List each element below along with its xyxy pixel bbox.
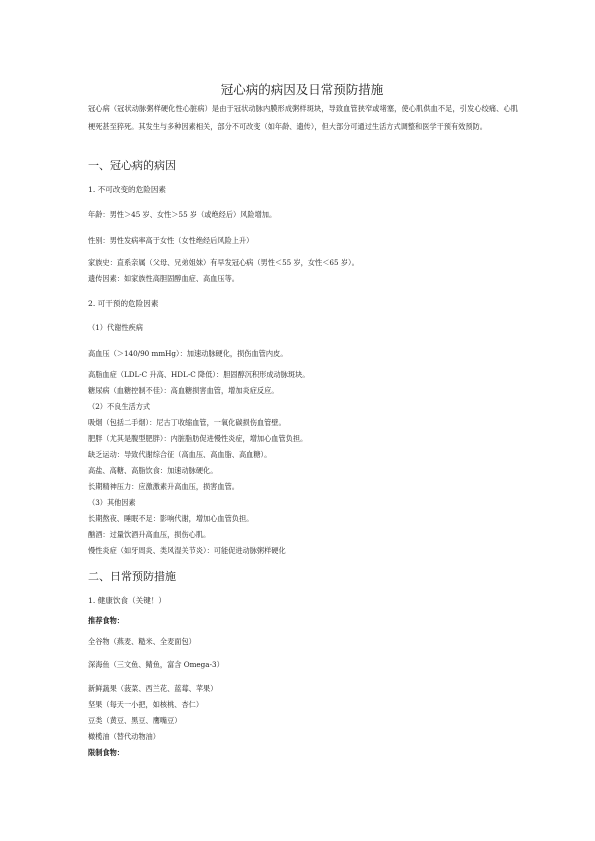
subheading-unchangeable-factors: 1. 不可改变的危险因素 <box>88 185 167 194</box>
group-metabolic-diseases: （1）代谢性疾病 <box>88 323 143 332</box>
factor-alcohol: 酗酒：过量饮酒升高血压，损伤心肌。 <box>88 530 211 539</box>
intro-paragraph: 冠心病（冠状动脉粥样硬化性心脏病）是由于冠状动脉内膜形成粥样斑块，导致血管狭窄或堵塞，使心肌供血不足，引发心绞痛、心肌梗死甚至猝死。其发生与多种因素相关，部分不可改变（如年龄、遗传），但大部分可通过生活方式调整和医学干预有效预防。 <box>88 104 518 131</box>
section-heading-prevention: 二、日常预防措施 <box>88 570 176 583</box>
food-nuts: 坚果（每天一小把，如核桃、杏仁） <box>88 700 204 709</box>
section-heading-causes: 一、冠心病的病因 <box>88 159 176 172</box>
factor-age: 年龄：男性＞45 岁、女性＞55 岁（或绝经后）风险增加。 <box>88 210 277 219</box>
food-fresh-produce: 新鲜蔬果（菠菜、西兰花、蓝莓、苹果） <box>88 684 218 693</box>
food-olive-oil: 橄榄油（替代动物油） <box>88 732 160 741</box>
subheading-modifiable-factors: 2. 可干预的危险因素 <box>88 299 159 308</box>
limited-foods-label: 限制食物： <box>88 748 124 757</box>
food-beans: 豆类（黄豆、黑豆、鹰嘴豆） <box>88 716 182 725</box>
group-bad-lifestyle: （2）不良生活方式 <box>88 402 151 411</box>
factor-lack-exercise: 缺乏运动：导致代谢综合征（高血压、高血脂、高血糖）。 <box>88 450 272 459</box>
subheading-healthy-diet: 1. 健康饮食（关键！） <box>88 596 167 605</box>
factor-smoking: 吸烟（包括二手烟）：尼古丁收缩血管，一氧化碳损伤血管壁。 <box>88 418 286 427</box>
factor-hyperlipidemia: 高脂血症（LDL-C 升高、HDL-C 降低）：胆固醇沉积形成动脉斑块。 <box>88 370 310 379</box>
document-title: 冠心病的病因及日常预防措施 <box>220 82 384 97</box>
factor-inflammation: 慢性炎症（如牙周炎、类风湿关节炎）：可能促进动脉粥样硬化 <box>88 546 286 555</box>
group-other-factors: （3）其他因素 <box>88 498 136 507</box>
factor-diet: 高盐、高糖、高脂饮食：加速动脉硬化。 <box>88 466 218 475</box>
factor-family-history: 家族史：直系亲属（父母、兄弟姐妹）有早发冠心病（男性＜55 岁，女性＜65 岁）。 <box>88 258 359 267</box>
recommended-foods-label: 推荐食物： <box>88 616 124 625</box>
factor-gender: 性别：男性发病率高于女性（女性绝经后风险上升） <box>88 236 254 245</box>
factor-diabetes: 糖尿病（血糖控制不佳）：高血糖损害血管，增加炎症反应。 <box>88 386 279 395</box>
factor-hypertension: 高血压（＞140/90 mmHg）：加速动脉硬化，损伤血管内皮。 <box>88 349 288 358</box>
factor-stress: 长期精神压力：应激激素升高血压，损害血管。 <box>88 482 239 491</box>
factor-genetics: 遗传因素：如家族性高胆固醇血症、高血压等。 <box>88 274 239 283</box>
factor-sleep: 长期熬夜、睡眠不足：影响代谢，增加心血管负担。 <box>88 514 254 523</box>
factor-obesity: 肥胖（尤其是腹型肥胖）：内脏脂肪促进慢性炎症，增加心血管负担。 <box>88 434 308 443</box>
food-deep-sea-fish: 深海鱼（三文鱼、鲭鱼，富含 Omega-3） <box>88 660 224 669</box>
food-whole-grains: 全谷物（燕麦、糙米、全麦面包） <box>88 637 196 646</box>
